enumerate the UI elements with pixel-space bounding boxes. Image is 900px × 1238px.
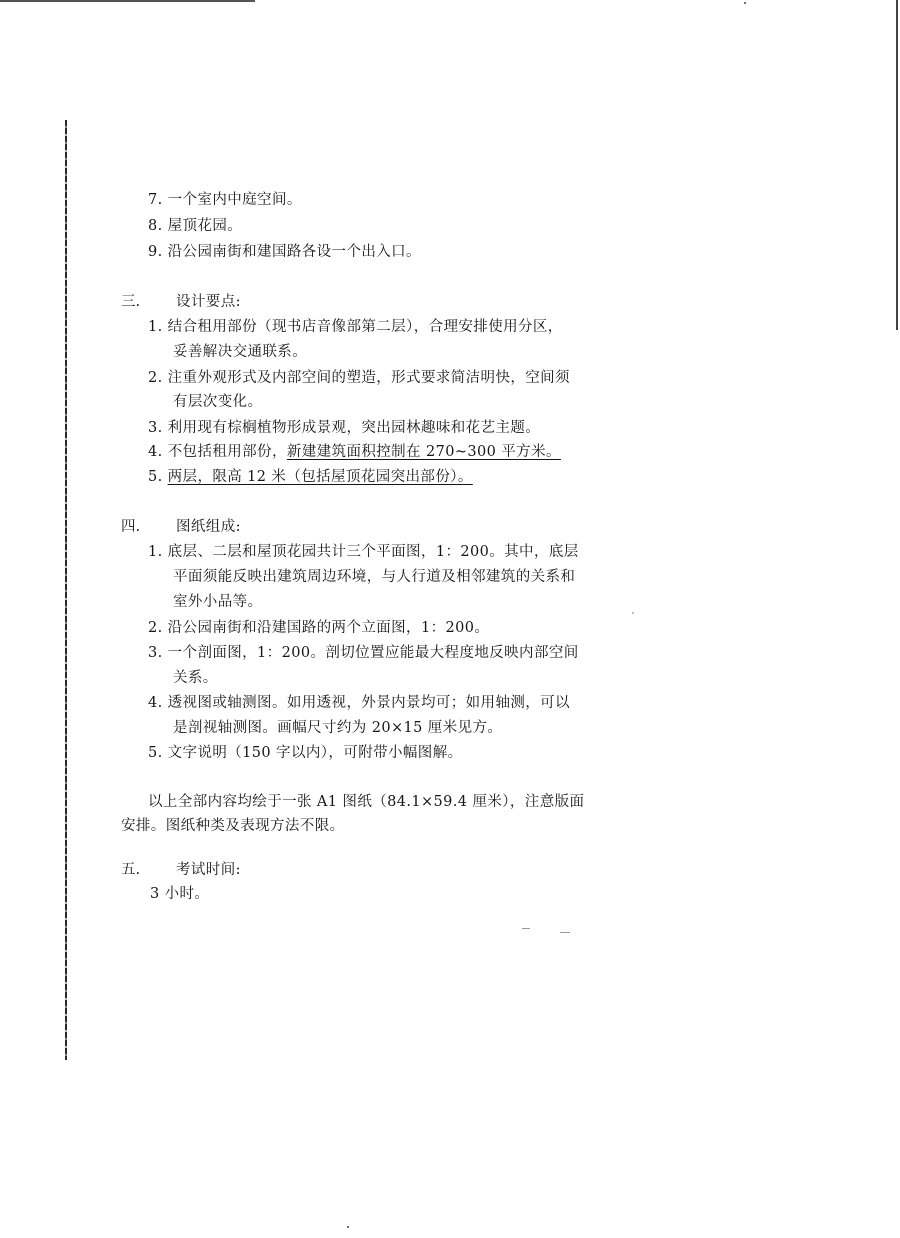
list-item: 1. 底层、二层和屋顶花园共计三个平面图，1：200。其中，底层: [148, 544, 579, 560]
list-item: 1. 结合租用部份（现书店音像部第二层），合理安排使用分区，: [148, 319, 563, 335]
list-item-continuation: 关系。: [173, 670, 218, 686]
list-item: 4. 透视图或轴测图。如用透视，外景内景均可；如用轴测，可以: [148, 695, 570, 711]
list-item: 3. 利用现有棕榈植物形成景观，突出园林趣味和花艺主题。: [148, 420, 541, 436]
list-item-continuation: 有层次变化。: [173, 394, 263, 410]
scan-right-edge: [896, 0, 898, 330]
scan-speck: [522, 928, 530, 929]
list-item: 9. 沿公园南街和建国路各设一个出入口。: [148, 244, 421, 260]
note-paragraph-continuation: 安排。图纸种类及表现方法不限。: [121, 818, 345, 834]
list-item: 8. 屋顶花园。: [148, 218, 243, 234]
section-title: 设计要点:: [176, 294, 241, 310]
list-item: 5. 两层，限高 12 米（包括屋顶花园突出部份）。: [148, 469, 473, 485]
underlined-text: 两层，限高 12 米（包括屋顶花园突出部份）。: [167, 469, 473, 485]
list-item-continuation: 是剖视轴测图。画幅尺寸约为 20×15 厘米见方。: [173, 720, 503, 736]
list-item: 5. 文字说明（150 字以内），可附带小幅图解。: [148, 745, 463, 761]
list-item: 3. 一个剖面图，1：200。剖切位置应能最大程度地反映内部空间: [148, 645, 579, 661]
scan-binding-strip: [65, 120, 67, 1060]
exam-duration: 3 小时。: [150, 886, 210, 902]
section-number: 四.: [121, 519, 141, 535]
list-item-continuation: 妥善解决交通联系。: [173, 344, 308, 360]
scan-speck: [744, 2, 746, 4]
section-number: 五.: [121, 862, 141, 878]
list-item-continuation: 平面须能反映出建筑周边环境，与人行道及相邻建筑的关系和: [173, 569, 576, 585]
section-title: 图纸组成:: [176, 519, 241, 535]
list-item: 4. 不包括租用部份，新建建筑面积控制在 270~300 平方米。: [148, 444, 561, 460]
underlined-text: 新建建筑面积控制在 270~300 平方米。: [286, 444, 561, 460]
scan-edge-line: [0, 0, 255, 2]
section-title: 考试时间:: [176, 862, 241, 878]
list-item: 7. 一个室内中庭空间。: [148, 192, 302, 208]
scan-speck: [632, 612, 634, 614]
scan-speck: [347, 1226, 349, 1228]
section-number: 三.: [121, 294, 141, 310]
list-item-continuation: 室外小品等。: [173, 594, 263, 610]
scan-speck: [560, 932, 570, 933]
list-item: 2. 注重外观形式及内部空间的塑造，形式要求简洁明快，空间须: [148, 370, 570, 386]
list-item: 2. 沿公园南街和沿建国路的两个立面图，1：200。: [148, 620, 490, 636]
note-paragraph: 以上全部内容均绘于一张 A1 图纸（84.1×59.4 厘米），注意版面: [148, 794, 585, 810]
